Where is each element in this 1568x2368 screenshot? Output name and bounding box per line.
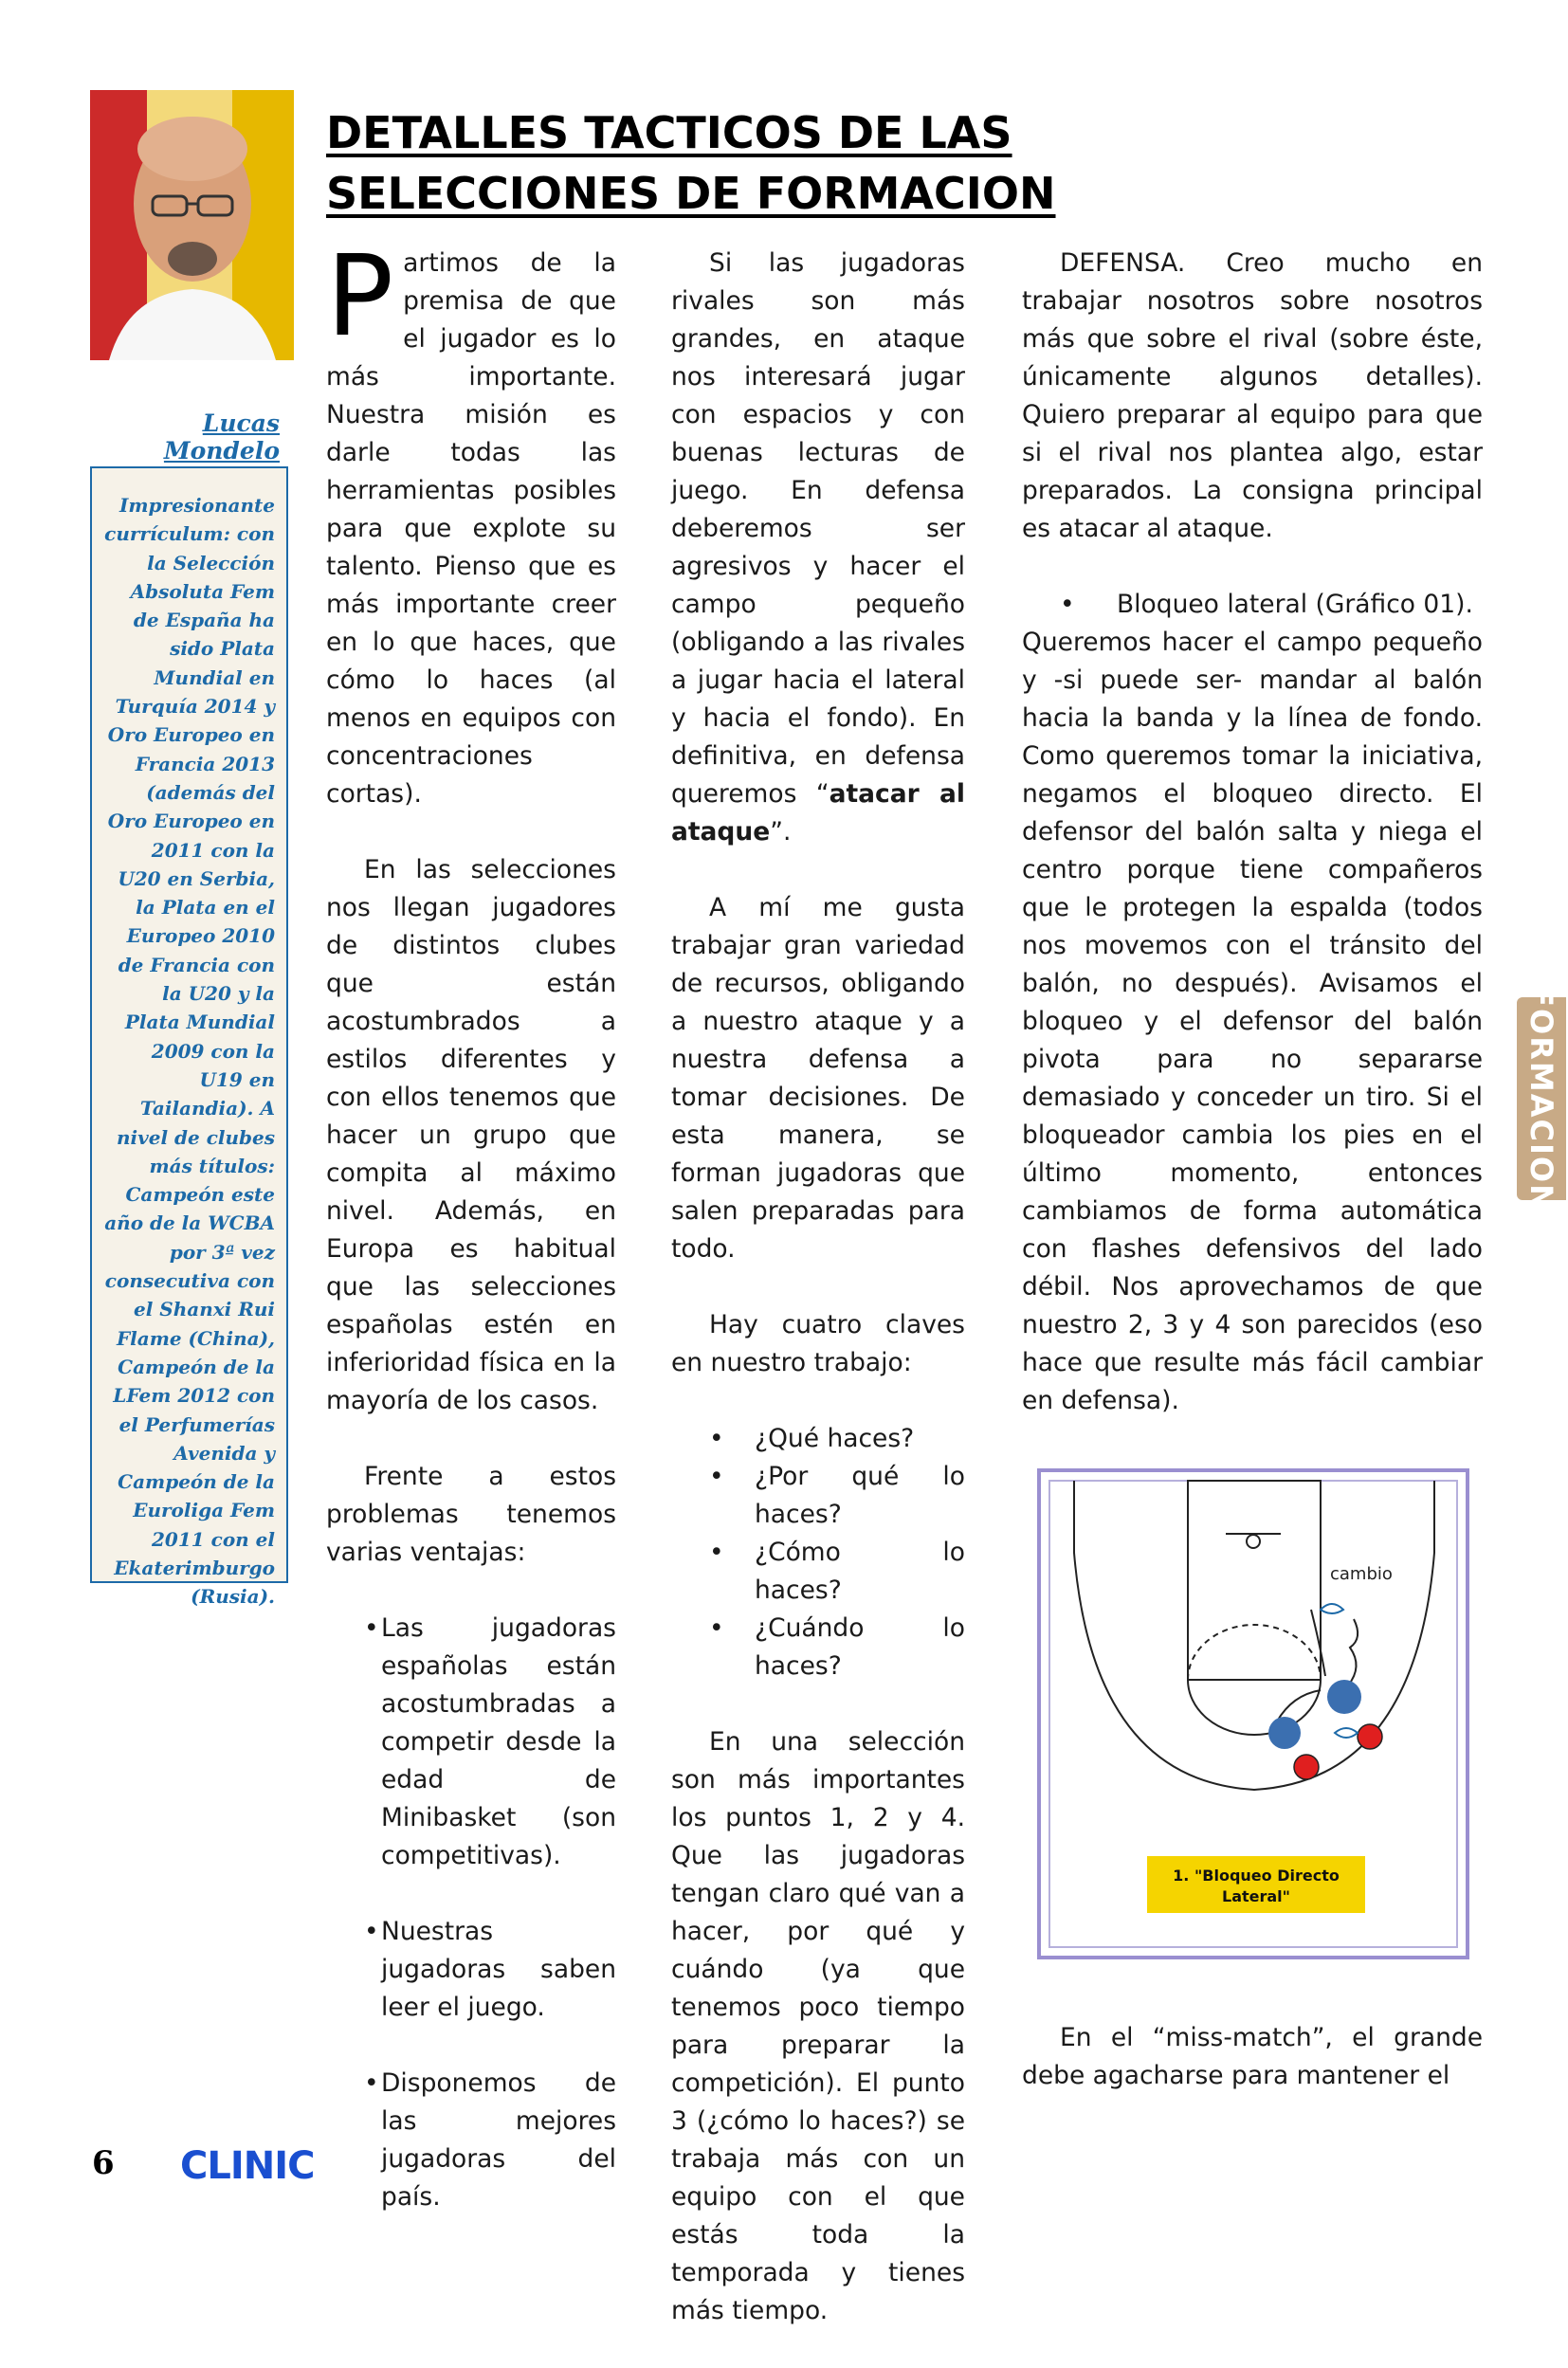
bullet-icon: • [709,1424,724,1453]
article-column-3-continued [1022,2019,1483,2133]
bullet-icon: • [709,1462,724,1491]
list-item [671,1420,965,1458]
paragraph: En el “miss-match”, el grande debe agacharse para mantener el [1022,2023,1483,2090]
magazine-logo: CLINIC [180,2144,315,2188]
paragraph: En las selecciones nos llegan jugadores de distintos clubes que están acostumbrados a estilos diferentes y con ellos tenemos que hacer un grupo que compita al máximo nivel. Además, en Europa es habitual que las selecciones españolas estén en inferioridad física en la mayoría de los casos. [326,855,616,1415]
list-item [671,1458,965,1534]
list-item-text: Bloqueo lateral (Gráfico 01). [1117,590,1473,619]
paragraph: Hay cuatro claves en nuestro trabajo: [671,1310,965,1377]
article-column-2 [671,245,965,2368]
diagram-caption-line-1: 1. "Bloqueo Directo [1173,1867,1340,1885]
diagram-annotation: cambio [1330,1564,1393,1584]
bullet-icon: • [709,1538,724,1567]
bullet-icon: • [364,1917,379,1946]
paragraph-text: ”. [770,817,792,847]
bullet-icon: • [709,1613,724,1643]
author-name: Lucas Mondelo [163,410,280,464]
drop-cap: P [326,230,394,361]
bullet-icon: • [1060,590,1075,619]
list-item [326,2065,616,2216]
article-title: DETALLES TACTICOS DE LAS SELECCIONES DE FORMACION [326,107,1056,219]
paragraph [326,230,616,813]
list-item-text: ¿Qué haces? [755,1424,915,1453]
list-item-text: Disponemos de las mejores jugadoras del país. [381,2068,616,2212]
paragraph-text: Si las jugadoras rivales son más grandes, en ataque nos interesará jugar con espacios y con buenas lecturas de juego. En defensa deberemos ser agresivos y hacer el campo pequeño (obligando a las rivales a jugar hacia el lateral y hacia el fondo). En definitiva, en defensa queremos “ [671,248,965,809]
paragraph-text: artimos de la premisa de que el jugador es lo más importante. Nuestra misión es darle todas las herramientas posibles para que explote su talento. Pienso que es más importante creer en lo que haces, que cómo lo haces (al menos en equipos con concentraciones cortas). [326,248,616,809]
paragraph: DEFENSA. Creo mucho en trabajar nosotros sobre nosotros más que sobre el rival (sobre éste, únicamente algunos detalles). Quiero preparar al equipo para que si el rival nos plantea algo, estar preparados. La consigna principal es atacar al ataque. [1022,248,1483,543]
author-bio: Impresionante currículum: con la Selección Absoluta Fem de España ha sido Plata Mundial en Turquía 2014 y Oro Europeo en Francia 2013 (además del Oro Europeo en 2011 con la U20 en Serbia, la Plata en el Europeo 2010 de Francia con la U20 y la Plata Mundial 2009 con la U19 en Tailandia). A nivel de clubes más títulos: Campeón este año de la WCBA por 3ª vez consecutiva con el Shanxi Rui Flame (China), Campeón de la LFem 2012 con el Perfumerías Avenida y Campeón de la Euroliga Fem 2011 con el Ekaterimburgo (Rusia). [104,494,275,1609]
list-item-text: ¿Por qué lo haces? [755,1462,965,1529]
bullet-icon: • [364,2068,379,2098]
article-column-3 [1022,245,1483,1458]
author-bio-box [90,466,288,1609]
list-item [671,1610,965,1685]
section-tab-label: FORMACION [1523,986,1559,1211]
list-item [1022,586,1483,624]
list-item-text: ¿Cómo lo haces? [755,1538,965,1605]
paragraph: Frente a estos problemas tenemos varias ventajas: [326,1462,616,1567]
paragraph [671,245,965,851]
page-number: 6 [92,2144,115,2182]
list-item-text: ¿Cuándo lo haces? [755,1613,965,1681]
list-item [326,1610,616,1875]
paragraph: A mí me gusta trabajar gran variedad de recursos, obligando a nuestro ataque y a nuestra defensa a tomar decisiones. De esta manera, se forman jugadoras que salen preparadas para todo. [671,893,965,1264]
emphasis-text: atacar al ataque [671,779,965,847]
paragraph: Queremos hacer el campo pequeño y -si puede ser- mandar al balón hacia la banda y la línea de fondo. Como queremos tomar la iniciativa, negamos el bloqueo directo. El defensor del balón salta y niega el centro porque tiene compañeros que le protegen la espalda (todos nos movemos con el tránsito del balón, no después). Avisamos el bloqueo y el defensor del balón pivota para no separarse demasiado y conceder un tiro. Si el bloqueador cambia los pies en el último momento, entonces cambiamos de forma automática con flashes defensivos del lado débil. Nos aprovechamos de que nuestro 2, 3 y 4 son parecidos (eso hace que resulte más fácil cambiar en defensa). [1022,628,1483,1415]
list-item [671,1534,965,1610]
list-item [326,1913,616,2027]
author-photo [90,90,294,360]
section-tab [1517,986,1566,1211]
list-item-text: Las jugadoras españolas están acostumbradas a competir desde la edad de Minibasket (son competitivas). [381,1613,616,1870]
paragraph: En una selección son más importantes los puntos 1, 2 y 4. Que las jugadoras tengan claro qué van a hacer, por qué y cuándo (ya que tenemos poco tiempo para preparar la competición). El punto 3 (¿cómo lo haces?) se trabaja más con un equipo con el que estás toda la temporada y tienes más tiempo. [671,1727,965,2325]
court-diagram [1036,1467,1470,1960]
question-list [671,1420,965,1685]
diagram-caption-line-2: Lateral" [1222,1887,1290,1905]
bullet-icon: • [364,1613,379,1643]
article-column-1 [326,230,616,2254]
list-item-text: Nuestras jugadoras saben leer el juego. [381,1917,616,2022]
